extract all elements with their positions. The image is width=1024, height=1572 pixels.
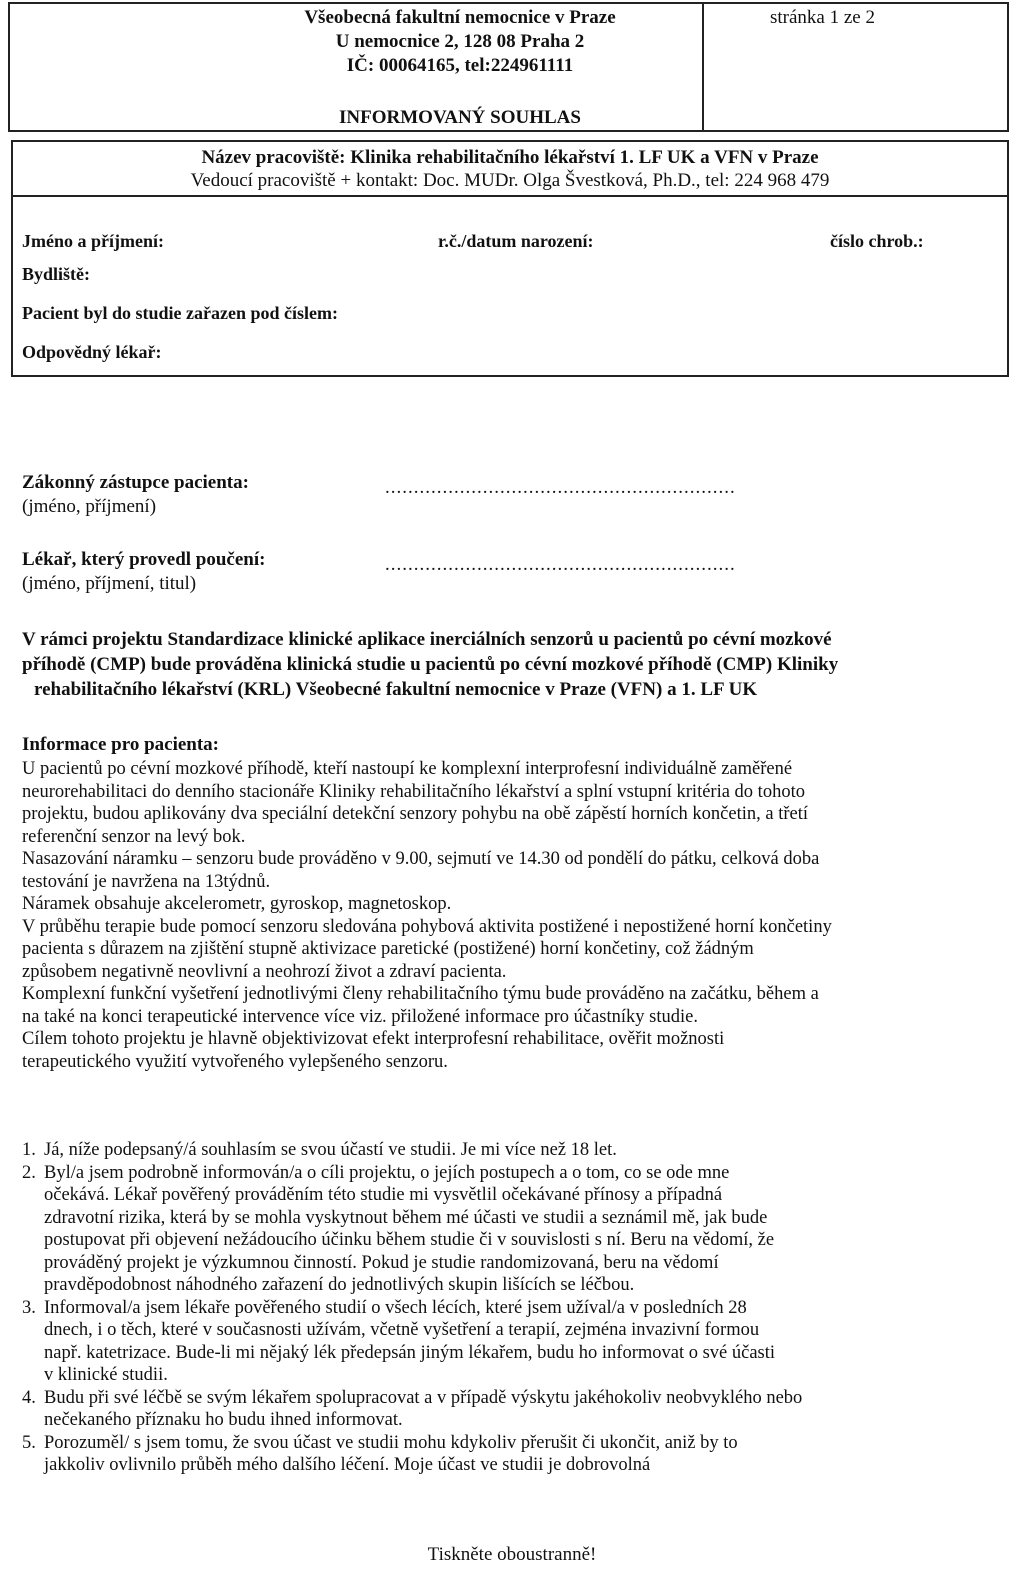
info-line: Nasazování náramku – senzoru bude prováděno v 9.00, sejmutí ve 14.30 od pondělí do pátku, celková doba bbox=[22, 849, 820, 869]
department-head: Vedoucí pracoviště + kontakt: Doc. MUDr. Olga Švestková, Ph.D., tel: 224 968 479 bbox=[190, 170, 830, 191]
study-number-label: Pacient byl do studie zařazen pod číslem: bbox=[22, 303, 338, 323]
info-line: terapeutického využití vytvořeného vylepšeného senzoru. bbox=[22, 1051, 448, 1072]
info-line: Cílem tohoto projektu je hlavně objektivizovat efekt interprofesní rehabilitace, ověřit možnosti bbox=[22, 1029, 725, 1049]
institution-address: U nemocnice 2, 128 08 Praha 2 bbox=[335, 31, 585, 52]
consent-item-line: v klinické studii. bbox=[44, 1365, 168, 1385]
info-line: způsobem negativně neovlivní a neohrozí život a zdraví pacienta. bbox=[22, 961, 507, 982]
consent-item-number: 1. bbox=[22, 1140, 36, 1160]
info-line: referenční senzor na levý bok. bbox=[22, 826, 246, 847]
responsible-doctor-label: Odpovědný lékař: bbox=[22, 342, 162, 362]
header-divider bbox=[702, 2, 704, 132]
institution-name: Všeobecná fakultní nemocnice v Praze bbox=[304, 7, 616, 28]
info-line: testování je navržena na 13týdnů. bbox=[22, 871, 271, 892]
representative-signature-line[interactable]: ............................................................. bbox=[385, 477, 736, 498]
consent-item-line: očekává. Lékař pověřený prováděním této studie mi vysvětlil očekávané přínosy a případná bbox=[44, 1185, 723, 1205]
consent-item-line: zdravotní rizika, která by se mohla vyskytnout během mé účasti ve studii a seznámil mě, jak bude bbox=[44, 1207, 768, 1228]
consent-item-line: Já, níže podepsaný/á souhlasím se svou účastí ve studii. Je mi více než 18 let. bbox=[44, 1140, 617, 1160]
consent-item-line: Byl/a jsem podrobně informován/a o cíli projektu, o jejích postupech a o tom, co se ode mne bbox=[44, 1162, 730, 1183]
print-double-sided-note: Tiskněte oboustranně! bbox=[427, 1544, 597, 1565]
consent-item-line: prováděný projekt je výzkumnou činností. Pokud je studie randomizovaná, beru na vědomí bbox=[44, 1252, 719, 1273]
consent-item-number: 5. bbox=[22, 1432, 36, 1453]
consent-item-line: postupovat při objevení nežádoucího účinku během studie či v souvislosti s ní. Beru na vědomí, že bbox=[44, 1230, 775, 1250]
institution-ids: IČ: 00064165, tel:224961111 bbox=[346, 55, 574, 76]
representative-sublabel: (jméno, příjmení) bbox=[22, 496, 157, 517]
consent-item bbox=[22, 1387, 1017, 1432]
info-body bbox=[22, 758, 1017, 1073]
info-line: pacienta s důrazem na zjištění stupně aktivizace paretické (postižené) horní končetiny, což žádným bbox=[22, 939, 754, 959]
patient-name-label: Jméno a příjmení: bbox=[22, 231, 164, 251]
record-number-label: číslo chrob.: bbox=[830, 231, 924, 251]
info-line: U pacientů po cévní mozkové příhodě, kteří nastoupí ke komplexní interprofesní individuálně zaměřené bbox=[22, 759, 793, 779]
consent-list bbox=[22, 1139, 1017, 1477]
info-line: Komplexní funkční vyšetření jednotlivými členy rehabilitačního týmu bude prováděno na začátku, během a bbox=[22, 984, 819, 1004]
consent-item-number: 4. bbox=[22, 1387, 36, 1408]
info-line: Náramek obsahuje akcelerometr, gyroskop, magnetoskop. bbox=[22, 894, 452, 914]
consent-item-line: jakkoliv ovlivnilo průběh mého dalšího léčení. Moje účast ve studii je dobrovolná bbox=[44, 1455, 651, 1475]
representative-label: Zákonný zástupce pacienta: bbox=[22, 472, 249, 493]
instructor-signature-line[interactable]: ............................................................. bbox=[385, 554, 736, 575]
info-line: neurorehabilitaci do denního stacionáře Kliniky rehabilitačního lékařství a splní vstupní kritéria do tohoto bbox=[22, 781, 805, 802]
consent-item-line: Informoval/a jsem lékaře pověřeného studií o všech lécích, které jsem užíval/a v posledních 28 bbox=[44, 1297, 747, 1318]
consent-item-line: nečekaného příznaku ho budu ihned informovat. bbox=[44, 1410, 403, 1430]
consent-item-line: např. katetrizace. Bude-li mi nějaký lék předepsán jiným lékařem, budu ho informovat o své účasti bbox=[44, 1342, 776, 1363]
consent-item-number: 2. bbox=[22, 1162, 36, 1183]
project-statement-line: V rámci projektu Standardizace klinické aplikace inerciálních senzorů u pacientů po cévní mozkové bbox=[22, 629, 832, 650]
info-line: na také na konci terapeutické intervence více viz. přiložené informace pro účastníky studie. bbox=[22, 1006, 698, 1027]
consent-item-number: 3. bbox=[22, 1297, 36, 1318]
instructor-sublabel: (jméno, příjmení, titul) bbox=[22, 573, 197, 594]
project-statement bbox=[22, 627, 1012, 702]
birth-number-label: r.č./datum narození: bbox=[438, 231, 594, 251]
project-statement-line: příhodě (CMP) bude prováděna klinická studie u pacientů po cévní mozkové příhodě (CMP) Kliniky bbox=[22, 654, 839, 675]
department-name: Název pracoviště: Klinika rehabilitačního lékařství 1. LF UK a VFN v Praze bbox=[201, 147, 819, 168]
consent-item-line: dnech, i o těch, které v současnosti užívám, včetně vyšetření a terapií, zejména invazivní formou bbox=[44, 1320, 760, 1340]
address-label: Bydliště: bbox=[22, 264, 91, 284]
consent-item-line: pravděpodobnost náhodného zařazení do jednotlivých skupin lišících se léčbou. bbox=[44, 1275, 635, 1295]
info-line: projektu, budou aplikovány dva speciální detekční senzory pohybu na obě zápěstí horních končetin, a třetí bbox=[22, 804, 809, 824]
page-number: stránka 1 ze 2 bbox=[770, 7, 875, 28]
instructor-label: Lékař, který provedl poučení: bbox=[22, 549, 266, 570]
consent-item bbox=[22, 1139, 1017, 1162]
consent-item bbox=[22, 1162, 1017, 1297]
info-line: V průběhu terapie bude pomocí senzoru sledována pohybová aktivita postižené i nepostižené horní končetiny bbox=[22, 916, 832, 937]
consent-item bbox=[22, 1432, 1017, 1477]
info-heading: Informace pro pacienta: bbox=[22, 734, 220, 755]
document-title: INFORMOVANÝ SOUHLAS bbox=[339, 107, 581, 128]
consent-item bbox=[22, 1297, 1017, 1387]
consent-item-line: Porozuměl/ s jsem tomu, že svou účast ve studii mohu kdykoliv přerušit či ukončit, aniž by to bbox=[44, 1432, 738, 1453]
project-statement-line: rehabilitačního lékařství (KRL) Všeobecné fakultní nemocnice v Praze (VFN) a 1. LF UK bbox=[34, 679, 758, 700]
consent-item-line: Budu při své léčbě se svým lékařem spolupracovat a v případě výskytu jakéhokoliv neobvyklého nebo bbox=[44, 1387, 803, 1408]
